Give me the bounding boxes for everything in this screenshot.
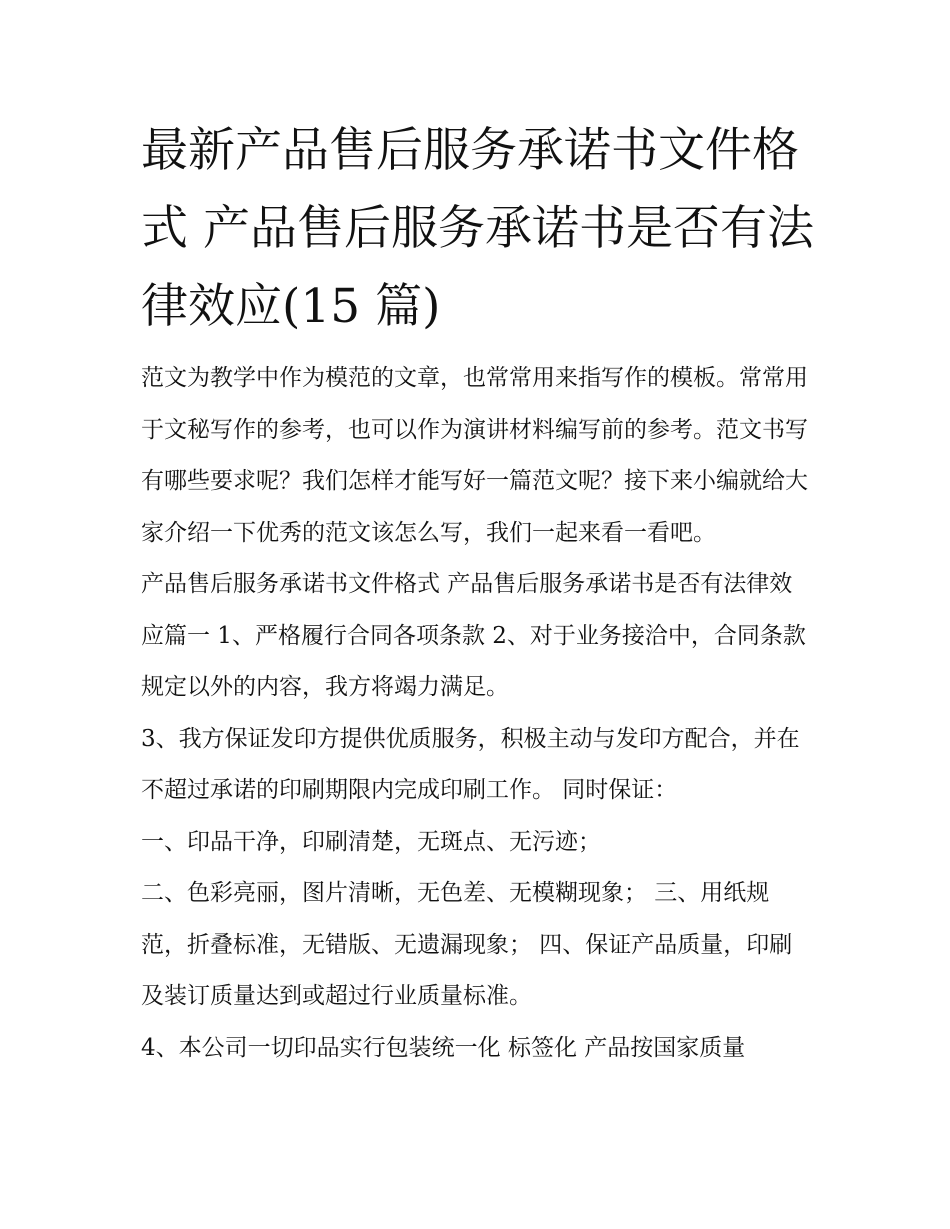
paragraph-intro: 范文为教学中作为模范的文章，也常常用来指写作的模板。常常用于文秘写作的参考，也可以作为演讲材料编写前的参考。范文书写有哪些要求呢？我们怎样才能写好一篇范文呢？接下来小编就给大家介绍一下优秀的范文该怎么写，我们一起来看一看吧。 [141,365,808,546]
document-title: 最新产品售后服务承诺书文件格式 产品售后服务承诺书是否有法律效应(15 篇) [141,123,814,334]
paragraph-item-3: 3、我方保证发印方提供优质服务，积极主动与发印方配合，并在不超过承诺的印刷期限内完成印刷工作。 同时保证： [141,725,800,803]
paragraph-guarantee-2-4: 二、色彩亮丽，图片清晰，无色差、无模糊现象； 三、用纸规范，折叠标准，无错版、无遗漏现象； 四、保证产品质量，印刷及装订质量达到或超过行业质量标准。 [141,880,793,1009]
paragraph-guarantee-1: 一、印品干净，印刷清楚，无斑点、无污迹； [141,828,601,855]
paragraph-item-1-2: 产品售后服务承诺书文件格式 产品售后服务承诺书是否有法律效应篇一 1、严格履行合同各项条款 2、对于业务接洽中，合同条款规定以外的内容，我方将竭力满足。 [141,571,806,700]
document-body [141,353,813,1074]
paragraph-item-4: 4、本公司一切印品实行包装统一化 标签化 产品按国家质量 [141,1034,746,1061]
